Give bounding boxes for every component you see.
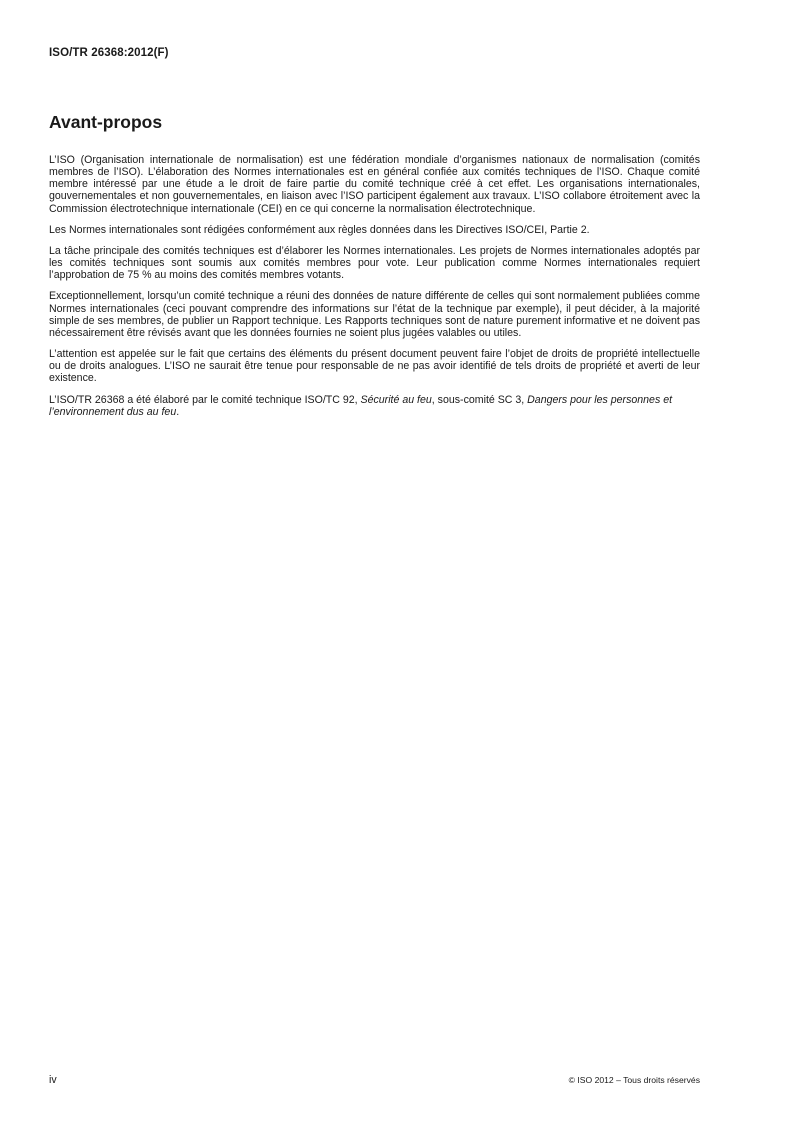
paragraph-iso-organisation: L’ISO (Organisation internationale de normalisation) est une fédération mondiale d’organismes nationaux de normalisation (comités membres de l’ISO). L’élaboration des Normes internationales est en général confiée aux comités techniques de l’ISO. Chaque comité membre intéressé par une étude a le droit de faire partie du comité technique créé à cet effet. Les organisations internationales, gouvernementales et non gouvernementales, en liaison avec l’ISO participent également aux travaux. L’ISO collabore étroitement avec la Commission électrotechnique internationale (CEI) en ce qui concerne la normalisation électrotechnique. <box>49 154 700 215</box>
copyright-notice: © ISO 2012 – Tous droits réservés <box>568 1075 700 1085</box>
paragraph-main-task: La tâche principale des comités techniques est d’élaborer les Normes internationales. Les projets de Normes internationales adoptés par les comités techniques sont soumis aux comités membres pour vote. Leur publication comme Normes internationales requiert l’approbation de 75 % au moins des comités membres votants. <box>49 244 700 282</box>
page-title: Avant-propos <box>49 112 163 132</box>
prepared-by-text-3: . <box>176 405 180 418</box>
paragraph-directives: Les Normes internationales sont rédigées conformément aux règles données dans les Directives ISO/CEI, Partie 2. <box>49 223 590 236</box>
foreword-body <box>49 154 700 427</box>
page-number: iv <box>49 1074 57 1086</box>
committee-title: Sécurité au feu <box>360 393 432 406</box>
subcommittee-title: Dangers pour les personnes et l’environnement dus au feu <box>49 393 673 418</box>
prepared-by-text: L’ISO/TR 26368 a été élaboré par le comité technique ISO/TC 92, <box>49 393 361 406</box>
document-reference: ISO/TR 26368:2012(F) <box>49 47 169 59</box>
paragraph-prepared-by <box>49 394 700 418</box>
prepared-by-text-2: , sous-comité SC 3, <box>431 393 528 406</box>
paragraph-technical-report: Exceptionnellement, lorsqu’un comité technique a réuni des données de nature différente de celles qui sont normalement publiées comme Normes internationales (ceci pouvant comprendre des informations sur l’état de la technique par exemple), il peut décider, à la majorité simple de ses membres, de publier un Rapport technique. Les Rapports techniques sont de nature purement informative et ne doivent pas nécessairement être révisés avant que les données fournies ne soient plus jugées valables ou utiles. <box>49 290 700 339</box>
paragraph-patent-rights: L’attention est appelée sur le fait que certains des éléments du présent document peuvent faire l’objet de droits de propriété intellectuelle ou de droits analogues. L’ISO ne saurait être tenue pour responsable de ne pas avoir identifié de tels droits de propriété et averti de leur existence. <box>49 348 700 385</box>
